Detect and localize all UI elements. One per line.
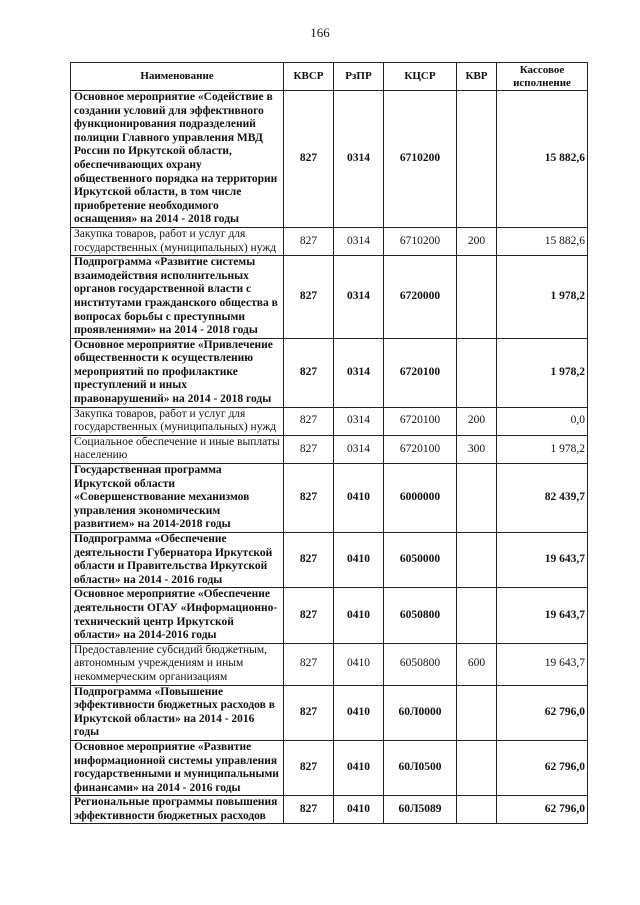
cell-kvsr: 827 <box>284 464 334 533</box>
cell-amount: 15 882,6 <box>497 227 588 255</box>
cell-name: Подпрограмма «Повышение эффективности бюджетных расходов в Иркутской области» на 2014 - 2016 годы <box>71 685 284 740</box>
cell-kvr <box>457 464 497 533</box>
cell-kvr: 200 <box>457 407 497 435</box>
cell-kvsr: 827 <box>284 338 334 407</box>
table-header-row <box>71 63 588 91</box>
cell-rzpr: 0314 <box>334 91 384 228</box>
budget-table <box>70 62 588 824</box>
cell-rzpr: 0410 <box>334 740 384 795</box>
cell-kvsr: 827 <box>284 91 334 228</box>
table-row <box>71 533 588 588</box>
cell-kvsr: 827 <box>284 533 334 588</box>
cell-name: Основное мероприятие «Привлечение общественности к осуществлению мероприятий по профилактике преступлений и иных правонарушений» на 2014 - 2018 годы <box>71 338 284 407</box>
table-row <box>71 407 588 435</box>
table-body <box>71 91 588 824</box>
cell-kvsr: 827 <box>284 643 334 685</box>
cell-name: Социальное обеспечение и иные выплаты населению <box>71 435 284 463</box>
table-row <box>71 643 588 685</box>
table-row <box>71 256 588 339</box>
cell-amount: 62 796,0 <box>497 685 588 740</box>
cell-kvsr: 827 <box>284 588 334 643</box>
cell-kvsr: 827 <box>284 435 334 463</box>
cell-kcsr: 6050800 <box>384 588 457 643</box>
table-row <box>71 91 588 228</box>
cell-kvr <box>457 588 497 643</box>
cell-name: Основное мероприятие «Развитие информационной системы управления государственными и муниципальными финансами» на 2014 - 2016 годы <box>71 740 284 795</box>
cell-kcsr: 6720000 <box>384 256 457 339</box>
header-name: Наименование <box>71 63 284 91</box>
cell-kvr <box>457 91 497 228</box>
cell-kcsr: 6050800 <box>384 643 457 685</box>
cell-kvsr: 827 <box>284 685 334 740</box>
cell-rzpr: 0410 <box>334 533 384 588</box>
table-row <box>71 338 588 407</box>
cell-name: Государственная программа Иркутской области «Совершенствование механизмов управления экономическим развитием» на 2014-2018 годы <box>71 464 284 533</box>
cell-kvr: 300 <box>457 435 497 463</box>
cell-kcsr: 60Л0500 <box>384 740 457 795</box>
cell-kvr: 200 <box>457 227 497 255</box>
cell-rzpr: 0410 <box>334 588 384 643</box>
cell-amount: 1 978,2 <box>497 435 588 463</box>
cell-rzpr: 0410 <box>334 685 384 740</box>
header-kvr: КВР <box>457 63 497 91</box>
table-row <box>71 464 588 533</box>
cell-kvr <box>457 256 497 339</box>
cell-amount: 1 978,2 <box>497 256 588 339</box>
cell-kcsr: 6720100 <box>384 407 457 435</box>
cell-amount: 62 796,0 <box>497 796 588 824</box>
cell-kcsr: 6710200 <box>384 227 457 255</box>
cell-kcsr: 6720100 <box>384 338 457 407</box>
cell-amount: 82 439,7 <box>497 464 588 533</box>
cell-rzpr: 0410 <box>334 796 384 824</box>
table-row <box>71 588 588 643</box>
cell-kvr <box>457 740 497 795</box>
cell-kcsr: 6720100 <box>384 435 457 463</box>
header-kvsr: КВСР <box>284 63 334 91</box>
cell-kcsr: 6050000 <box>384 533 457 588</box>
cell-kvr <box>457 533 497 588</box>
cell-kvr <box>457 685 497 740</box>
header-rzpr: РзПР <box>334 63 384 91</box>
page-number: 166 <box>310 25 330 40</box>
header-amount: Кассовое исполнение <box>497 63 588 91</box>
cell-kvsr: 827 <box>284 796 334 824</box>
cell-amount: 19 643,7 <box>497 533 588 588</box>
cell-amount: 19 643,7 <box>497 643 588 685</box>
cell-name: Региональные программы повышения эффективности бюджетных расходов <box>71 796 284 824</box>
cell-rzpr: 0314 <box>334 256 384 339</box>
cell-kcsr: 60Л0000 <box>384 685 457 740</box>
cell-name: Подпрограмма «Обеспечение деятельности Губернатора Иркутской области и Правительства Иркутской области» на 2014 - 2016 годы <box>71 533 284 588</box>
cell-name: Закупка товаров, работ и услуг для государственных (муниципальных) нужд <box>71 227 284 255</box>
cell-kcsr: 6000000 <box>384 464 457 533</box>
cell-amount: 62 796,0 <box>497 740 588 795</box>
cell-amount: 15 882,6 <box>497 91 588 228</box>
cell-kvr <box>457 338 497 407</box>
cell-name: Предоставление субсидий бюджетным, автономным учреждениям и иным некоммерческим организациям <box>71 643 284 685</box>
cell-rzpr: 0314 <box>334 227 384 255</box>
cell-kvr: 600 <box>457 643 497 685</box>
header-kcsr: КЦСР <box>384 63 457 91</box>
cell-rzpr: 0314 <box>334 407 384 435</box>
cell-amount: 19 643,7 <box>497 588 588 643</box>
cell-rzpr: 0314 <box>334 338 384 407</box>
cell-kvsr: 827 <box>284 256 334 339</box>
cell-name: Подпрограмма «Развитие системы взаимодействия исполнительных органов государственной власти с институтами гражданского общества в вопросах борьбы с преступными проявлениями» на 2014 - 2018 годы <box>71 256 284 339</box>
table-row <box>71 435 588 463</box>
cell-kvsr: 827 <box>284 740 334 795</box>
cell-name: Закупка товаров, работ и услуг для государственных (муниципальных) нужд <box>71 407 284 435</box>
table-row <box>71 227 588 255</box>
table-row <box>71 796 588 824</box>
cell-kvsr: 827 <box>284 407 334 435</box>
cell-rzpr: 0314 <box>334 435 384 463</box>
cell-rzpr: 0410 <box>334 643 384 685</box>
cell-amount: 1 978,2 <box>497 338 588 407</box>
cell-kcsr: 60Л5089 <box>384 796 457 824</box>
table-row <box>71 740 588 795</box>
cell-rzpr: 0410 <box>334 464 384 533</box>
cell-amount: 0,0 <box>497 407 588 435</box>
table-row <box>71 685 588 740</box>
cell-kvsr: 827 <box>284 227 334 255</box>
cell-name: Основное мероприятие «Содействие в создании условий для эффективного функционирования подразделений полиции Главного управления МВД России по Иркутской области, обеспечивающих охрану общественного порядка на территории Иркутской области, в том числе приобретение необходимого оснащения» на 2014 - 2018 годы <box>71 91 284 228</box>
cell-kvr <box>457 796 497 824</box>
cell-name: Основное мероприятие «Обеспечение деятельности ОГАУ «Информационно-технический центр Иркутской области» на 2014-2016 годы <box>71 588 284 643</box>
cell-kcsr: 6710200 <box>384 91 457 228</box>
